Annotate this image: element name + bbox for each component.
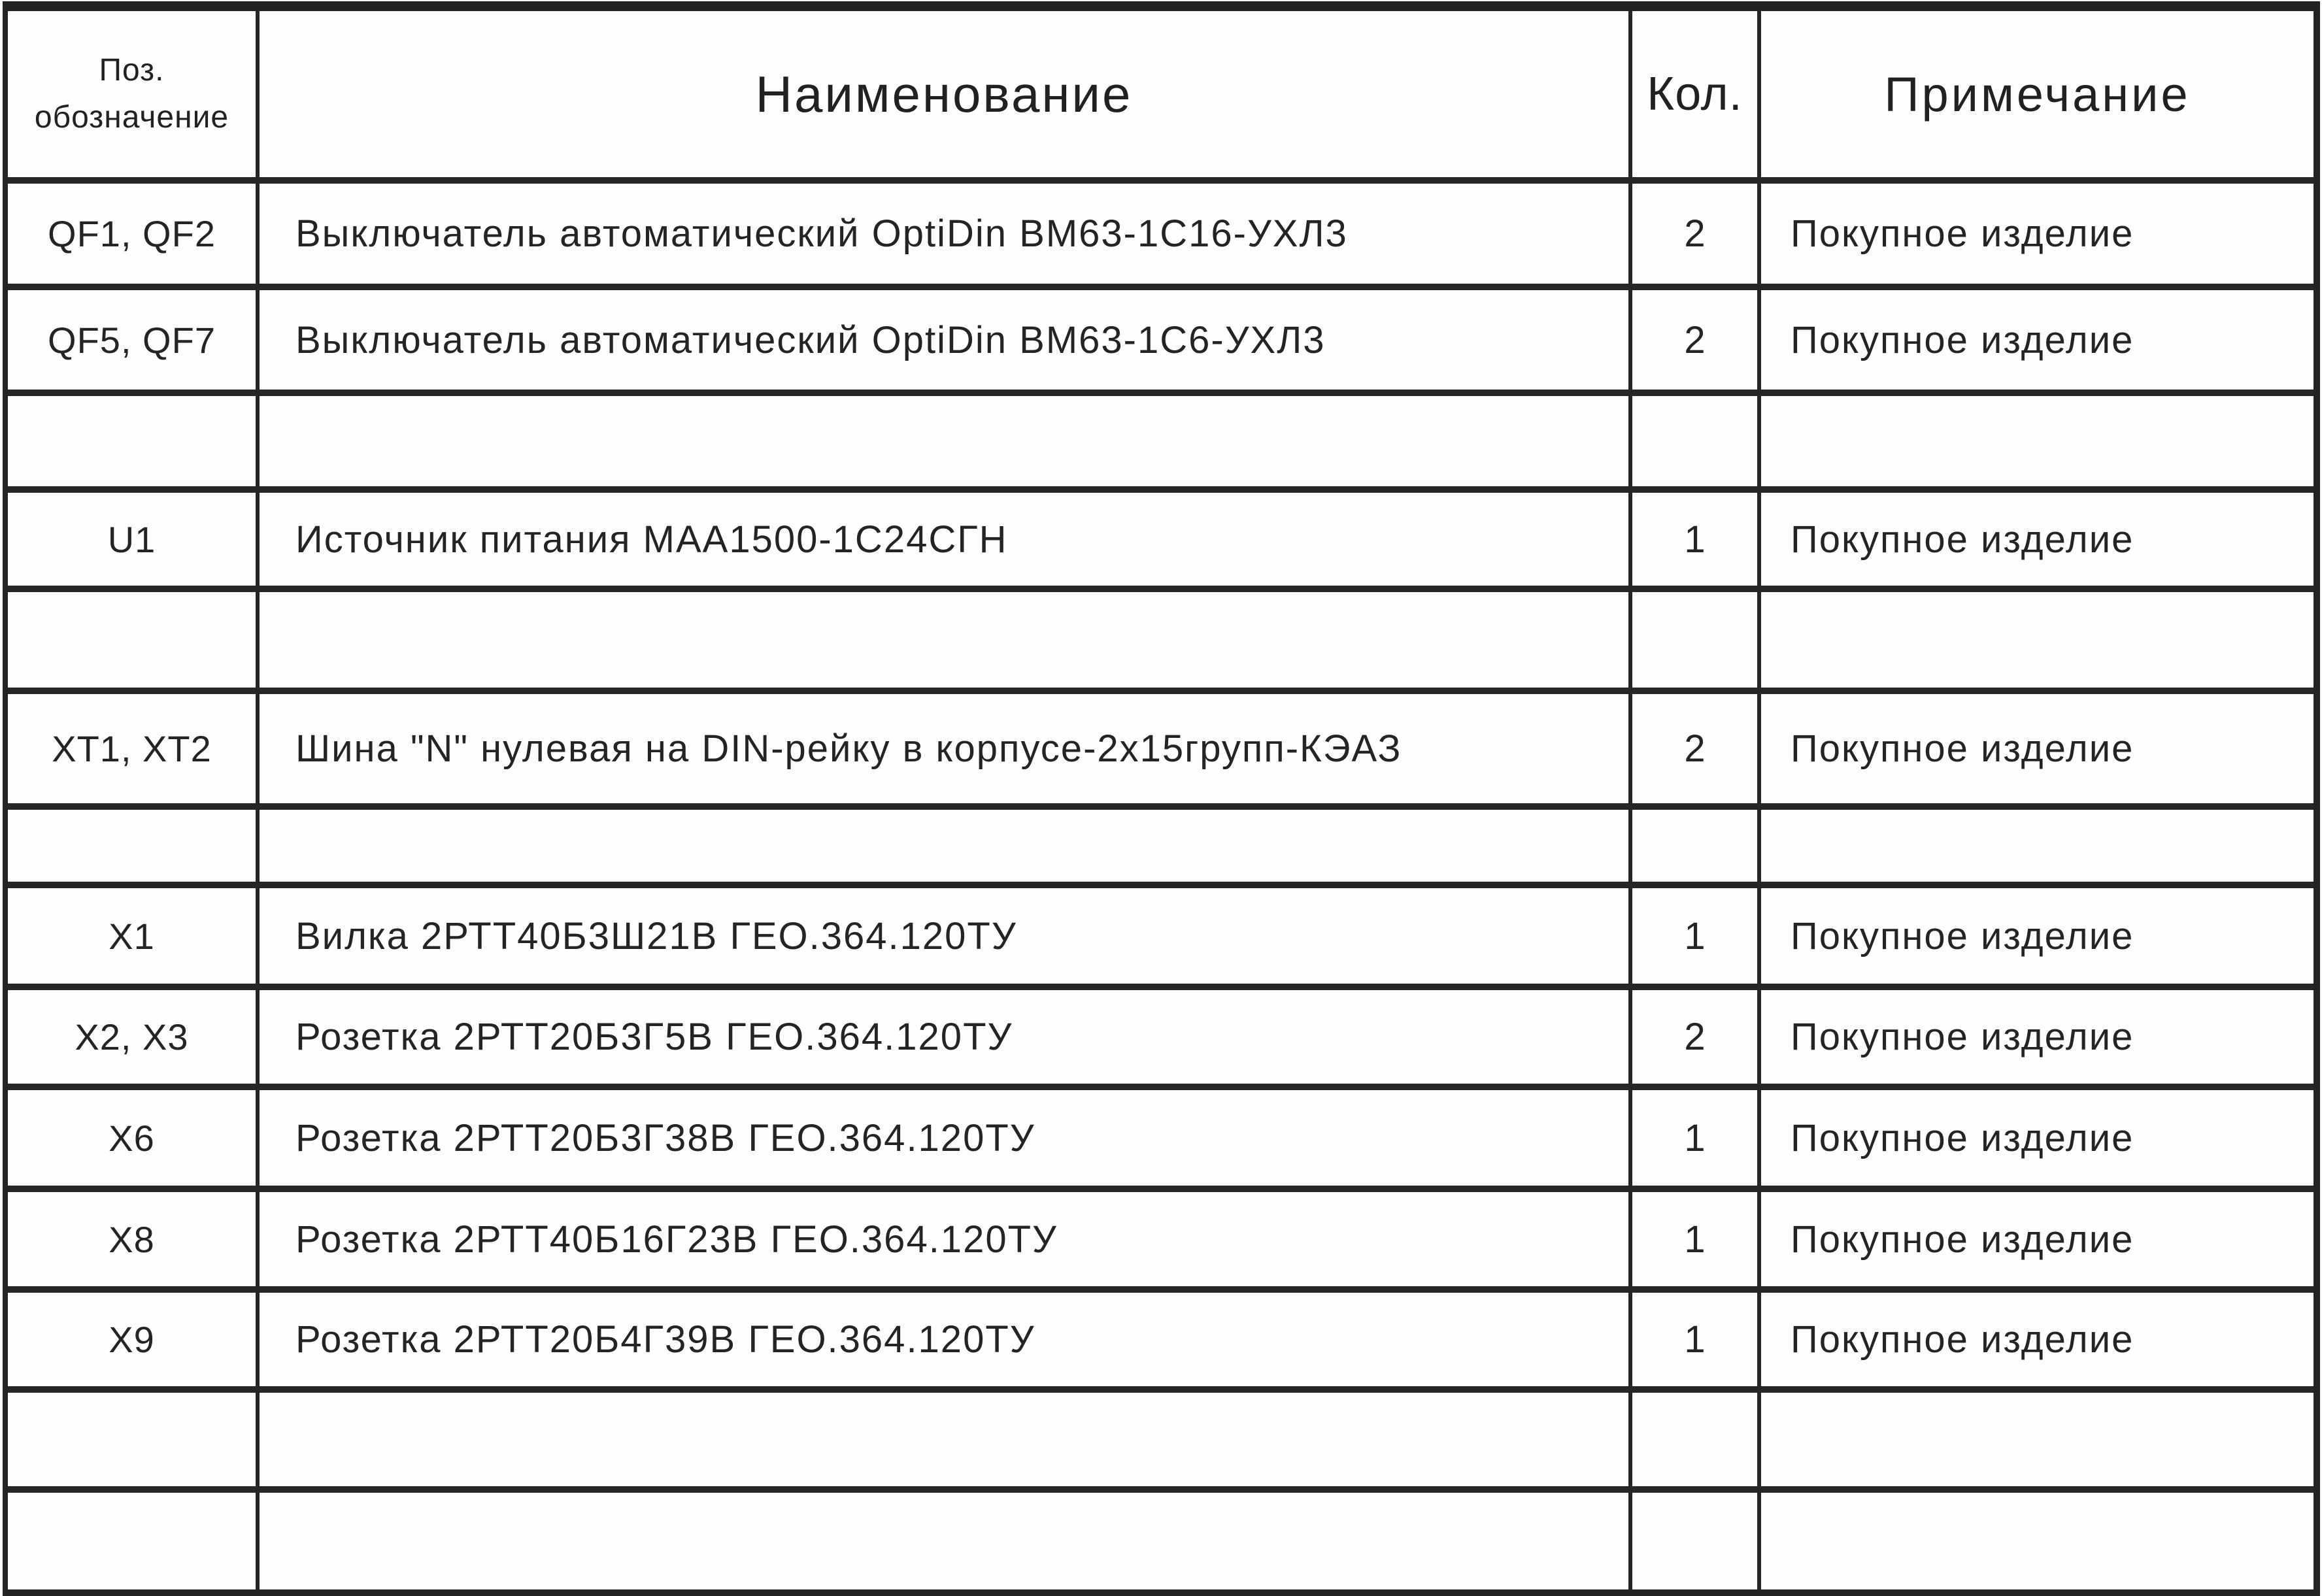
table-cell-qty (1632, 888, 1761, 990)
table-cell-name (260, 1192, 1632, 1293)
header-pos-line2: обозначение (34, 100, 229, 135)
header-note-label: Примечание (1884, 67, 2191, 122)
item-note: Покупное изделие (1791, 1116, 2134, 1159)
table-cell-pos (8, 888, 260, 990)
table-cell-qty (1632, 1192, 1761, 1293)
table-cell-note (1761, 1393, 2314, 1493)
item-name: Розетка 2РТТ40Б16Г23В ГЕО.364.120ТУ (295, 1218, 1058, 1261)
table-cell-pos (8, 1192, 260, 1293)
item-note: Покупное изделие (1791, 914, 2134, 957)
item-name: Розетка 2РТТ20Б3Г5В ГЕО.364.120ТУ (295, 1016, 1013, 1058)
table-cell-qty (1632, 1090, 1761, 1192)
table-cell-name (260, 184, 1632, 290)
table-cell-pos (8, 184, 260, 290)
pos-designation: QF5, QF7 (48, 319, 216, 361)
table-cell-qty (1632, 1293, 1761, 1393)
item-qty: 1 (1684, 1218, 1706, 1261)
table-cell-note (1761, 1493, 2314, 1589)
parts-specification-table (3, 1, 2320, 1596)
table-cell-name (260, 290, 1632, 396)
item-name: Выключатель автоматический OptiDin ВМ63-1С6-УХЛ3 (295, 318, 1326, 361)
table-cell-name (260, 1393, 1632, 1493)
table-cell-pos (8, 493, 260, 592)
table-cell-qty (1632, 493, 1761, 592)
table-cell-note (1761, 592, 2314, 694)
item-note: Покупное изделие (1791, 518, 2134, 561)
table-cell-note (1761, 1293, 2314, 1393)
table-cell-pos (8, 1293, 260, 1393)
header-cell-qty (1632, 11, 1761, 184)
header-name-label: Наименование (755, 65, 1133, 123)
item-name: Розетка 2РТТ20Б3Г38В ГЕО.364.120ТУ (295, 1116, 1035, 1159)
item-name: Выключатель автоматический OptiDin ВМ63-1С16-УХЛ3 (295, 212, 1348, 255)
table-cell-pos (8, 396, 260, 493)
item-qty: 1 (1684, 1116, 1706, 1159)
header-cell-name (260, 11, 1632, 184)
table-cell-note (1761, 888, 2314, 990)
table-cell-pos (8, 1393, 260, 1493)
item-name: Розетка 2РТТ20Б4Г39В ГЕО.364.120ТУ (295, 1318, 1035, 1361)
pos-designation: X8 (109, 1218, 155, 1260)
header-qty-label: Кол. (1647, 68, 1743, 120)
table-cell-name (260, 493, 1632, 592)
item-qty: 2 (1684, 1016, 1706, 1058)
table-cell-note (1761, 1090, 2314, 1192)
pos-designation: XT1, XT2 (52, 728, 212, 769)
item-note: Покупное изделие (1791, 212, 2134, 255)
item-qty: 2 (1684, 727, 1706, 770)
table-cell-name (260, 888, 1632, 990)
item-note: Покупное изделие (1791, 1318, 2134, 1361)
pos-designation: X1 (109, 915, 155, 957)
item-name: Шина "N" нулевая на DIN-рейку в корпусе-2х15групп-КЭАЗ (295, 727, 1402, 770)
table-cell-note (1761, 493, 2314, 592)
pos-designation: X6 (109, 1117, 155, 1159)
table-cell-name (260, 1293, 1632, 1393)
table-cell-note (1761, 810, 2314, 888)
table-cell-note (1761, 290, 2314, 396)
table-cell-name (260, 396, 1632, 493)
table-cell-qty (1632, 694, 1761, 810)
table-cell-qty (1632, 990, 1761, 1090)
table-cell-qty (1632, 1393, 1761, 1493)
item-qty: 2 (1684, 212, 1706, 255)
table-cell-note (1761, 184, 2314, 290)
table-cell-qty (1632, 592, 1761, 694)
table-cell-qty (1632, 184, 1761, 290)
table-cell-name (260, 990, 1632, 1090)
table-cell-name (260, 1493, 1632, 1589)
item-qty: 1 (1684, 914, 1706, 957)
item-note: Покупное изделие (1791, 727, 2134, 770)
item-note: Покупное изделие (1791, 1016, 2134, 1058)
item-qty: 1 (1684, 518, 1706, 561)
table-cell-pos (8, 1493, 260, 1589)
pos-designation: QF1, QF2 (48, 213, 216, 254)
header-cell-pos-designation (8, 11, 260, 184)
item-name: Вилка 2РТТ40Б3Ш21В ГЕО.364.120ТУ (295, 914, 1017, 957)
table-cell-qty (1632, 290, 1761, 396)
table-cell-note (1761, 396, 2314, 493)
pos-designation: X9 (109, 1319, 155, 1360)
table-cell-pos (8, 694, 260, 810)
table-cell-pos (8, 810, 260, 888)
table-cell-qty (1632, 396, 1761, 493)
table-cell-name (260, 592, 1632, 694)
table-cell-qty (1632, 810, 1761, 888)
item-qty: 2 (1684, 318, 1706, 361)
table-cell-pos (8, 290, 260, 396)
table-cell-pos (8, 1090, 260, 1192)
table-cell-note (1761, 1192, 2314, 1293)
item-qty: 1 (1684, 1318, 1706, 1361)
table-cell-pos (8, 990, 260, 1090)
table-cell-note (1761, 694, 2314, 810)
table-cell-pos (8, 592, 260, 694)
header-pos-line1: Поз. (99, 53, 165, 88)
table-cell-qty (1632, 1493, 1761, 1589)
item-name: Источник питания МАА1500-1С24СГН (295, 518, 1008, 561)
pos-designation: X2, X3 (75, 1016, 189, 1057)
table-cell-name (260, 810, 1632, 888)
item-note: Покупное изделие (1791, 1218, 2134, 1261)
table-cell-name (260, 694, 1632, 810)
table-cell-name (260, 1090, 1632, 1192)
header-cell-note (1761, 11, 2314, 184)
pos-designation: U1 (107, 518, 156, 560)
table-cell-note (1761, 990, 2314, 1090)
item-note: Покупное изделие (1791, 318, 2134, 361)
